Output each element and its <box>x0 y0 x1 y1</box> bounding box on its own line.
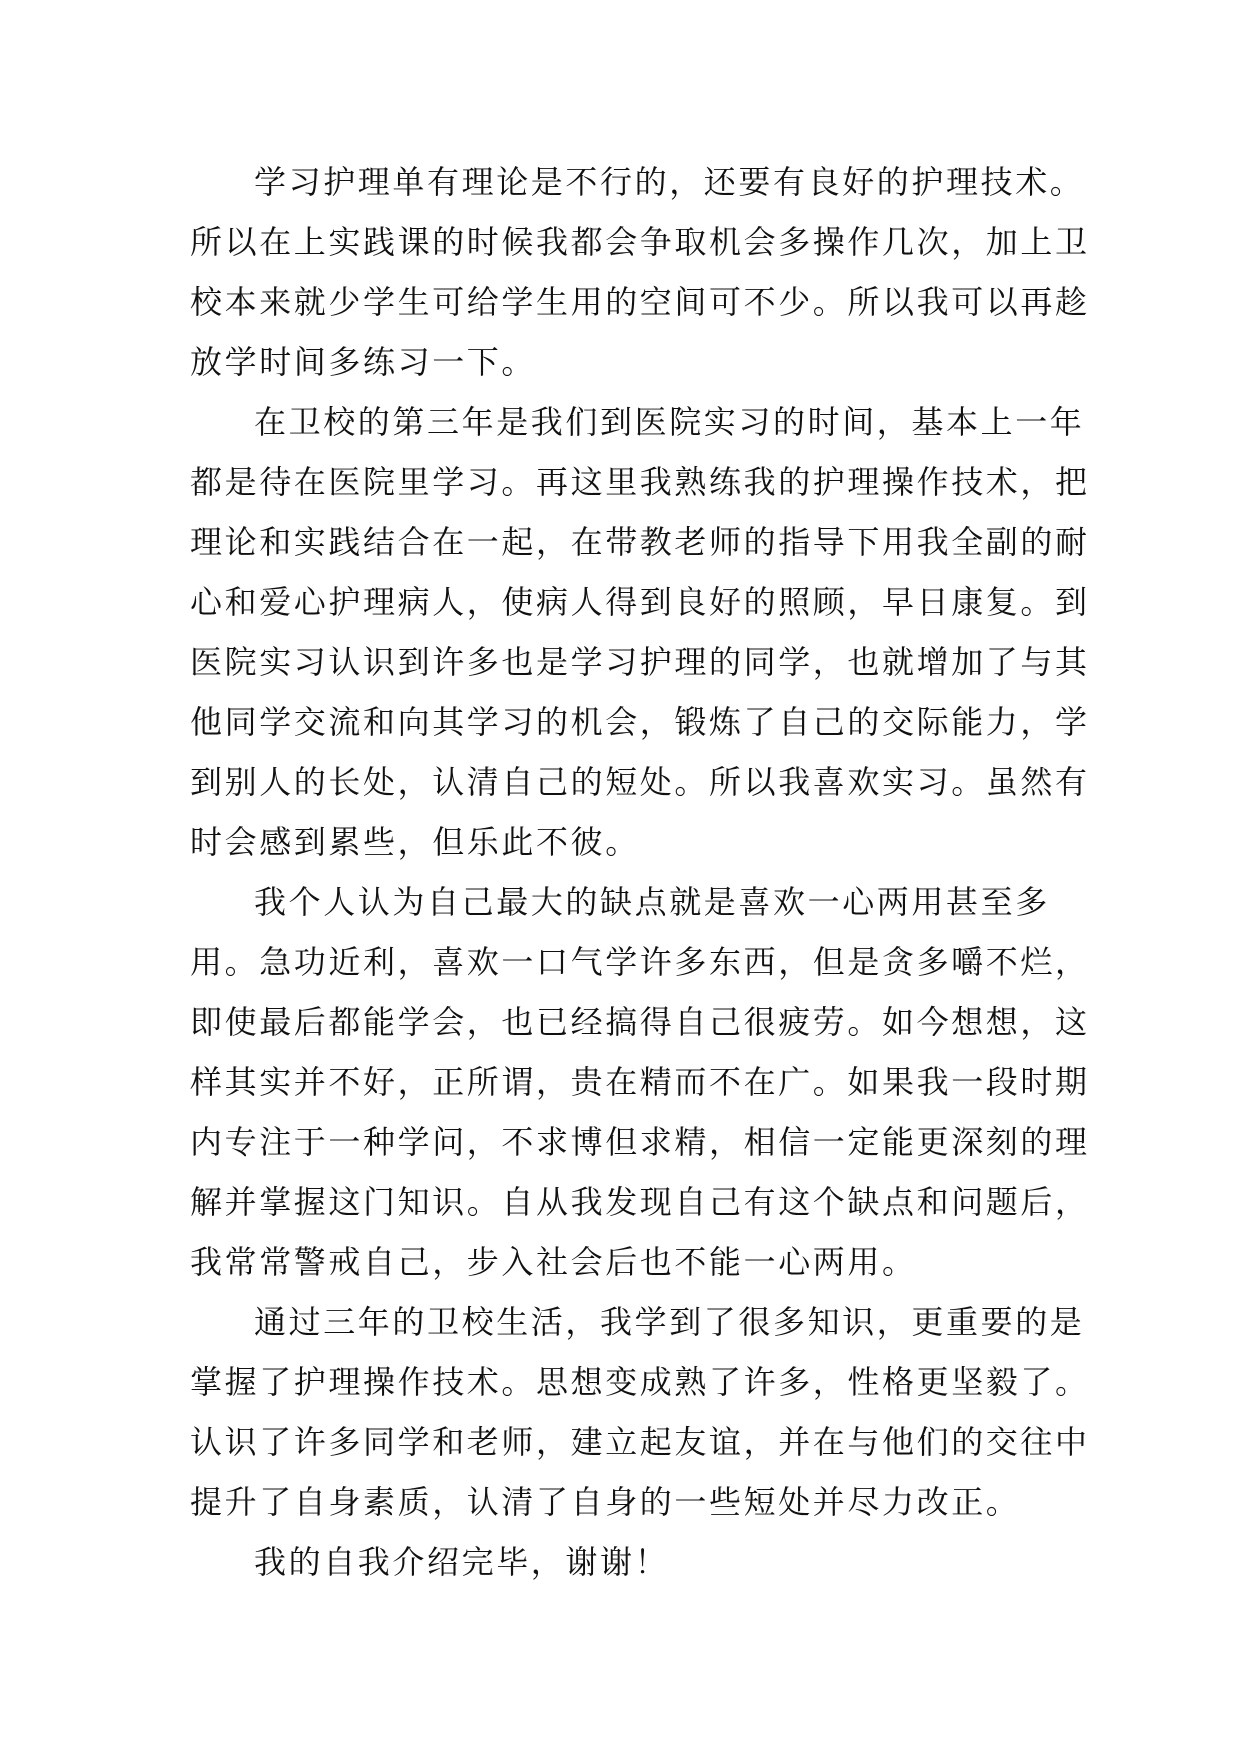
paragraph-2-line-7: 到别人的长处，认清自己的短处。所以我喜欢实习。虽然有 <box>190 763 1090 801</box>
paragraph-3-line-5: 内专注于一种学问，不求博但求精，相信一定能更深刻的理 <box>190 1123 1090 1161</box>
closing-line: 我的自我介绍完毕，谢谢！ <box>254 1543 670 1581</box>
paragraph-3-line-6: 解并掌握这门知识。自从我发现自己有这个缺点和问题后， <box>190 1183 1090 1221</box>
paragraph-4-line-2: 掌握了护理操作技术。思想变成熟了许多，性格更坚毅了。 <box>190 1363 1090 1401</box>
paragraph-3-line-1: 我个人认为自己最大的缺点就是喜欢一心两用甚至多 <box>254 883 1050 921</box>
paragraph-2-line-6: 他同学交流和向其学习的机会，锻炼了自己的交际能力，学 <box>190 703 1090 741</box>
paragraph-1-line-3: 校本来就少学生可给学生用的空间可不少。所以我可以再趁 <box>190 283 1090 321</box>
paragraph-3-line-4: 样其实并不好，正所谓，贵在精而不在广。如果我一段时期 <box>190 1063 1090 1101</box>
paragraph-2-line-2: 都是待在医院里学习。再这里我熟练我的护理操作技术，把 <box>190 463 1090 501</box>
paragraph-3-line-7: 我常常警戒自己，步入社会后也不能一心两用。 <box>190 1243 917 1281</box>
paragraph-2-line-4: 心和爱心护理病人，使病人得到良好的照顾，早日康复。到 <box>190 583 1090 621</box>
paragraph-3-line-2: 用。急功近利，喜欢一口气学许多东西，但是贪多嚼不烂， <box>190 943 1090 981</box>
paragraph-2-line-8: 时会感到累些，但乐此不彼。 <box>190 823 640 861</box>
paragraph-4-line-3: 认识了许多同学和老师，建立起友谊，并在与他们的交往中 <box>190 1423 1090 1461</box>
paragraph-4-line-4: 提升了自身素质，认清了自身的一些短处并尽力改正。 <box>190 1483 1021 1521</box>
paragraph-3-line-3: 即使最后都能学会，也已经搞得自己很疲劳。如今想想，这 <box>190 1003 1090 1041</box>
paragraph-2-line-1: 在卫校的第三年是我们到医院实习的时间，基本上一年 <box>254 403 1085 441</box>
paragraph-1-line-4: 放学时间多练习一下。 <box>190 343 537 381</box>
paragraph-1-line-2: 所以在上实践课的时候我都会争取机会多操作几次，加上卫 <box>190 223 1090 261</box>
paragraph-4-line-1: 通过三年的卫校生活，我学到了很多知识，更重要的是 <box>254 1303 1085 1341</box>
paragraph-2-line-3: 理论和实践结合在一起，在带教老师的指导下用我全副的耐 <box>190 523 1090 561</box>
paragraph-2-line-5: 医院实习认识到许多也是学习护理的同学，也就增加了与其 <box>190 643 1090 681</box>
paragraph-1-line-1: 学习护理单有理论是不行的，还要有良好的护理技术。 <box>254 163 1085 201</box>
